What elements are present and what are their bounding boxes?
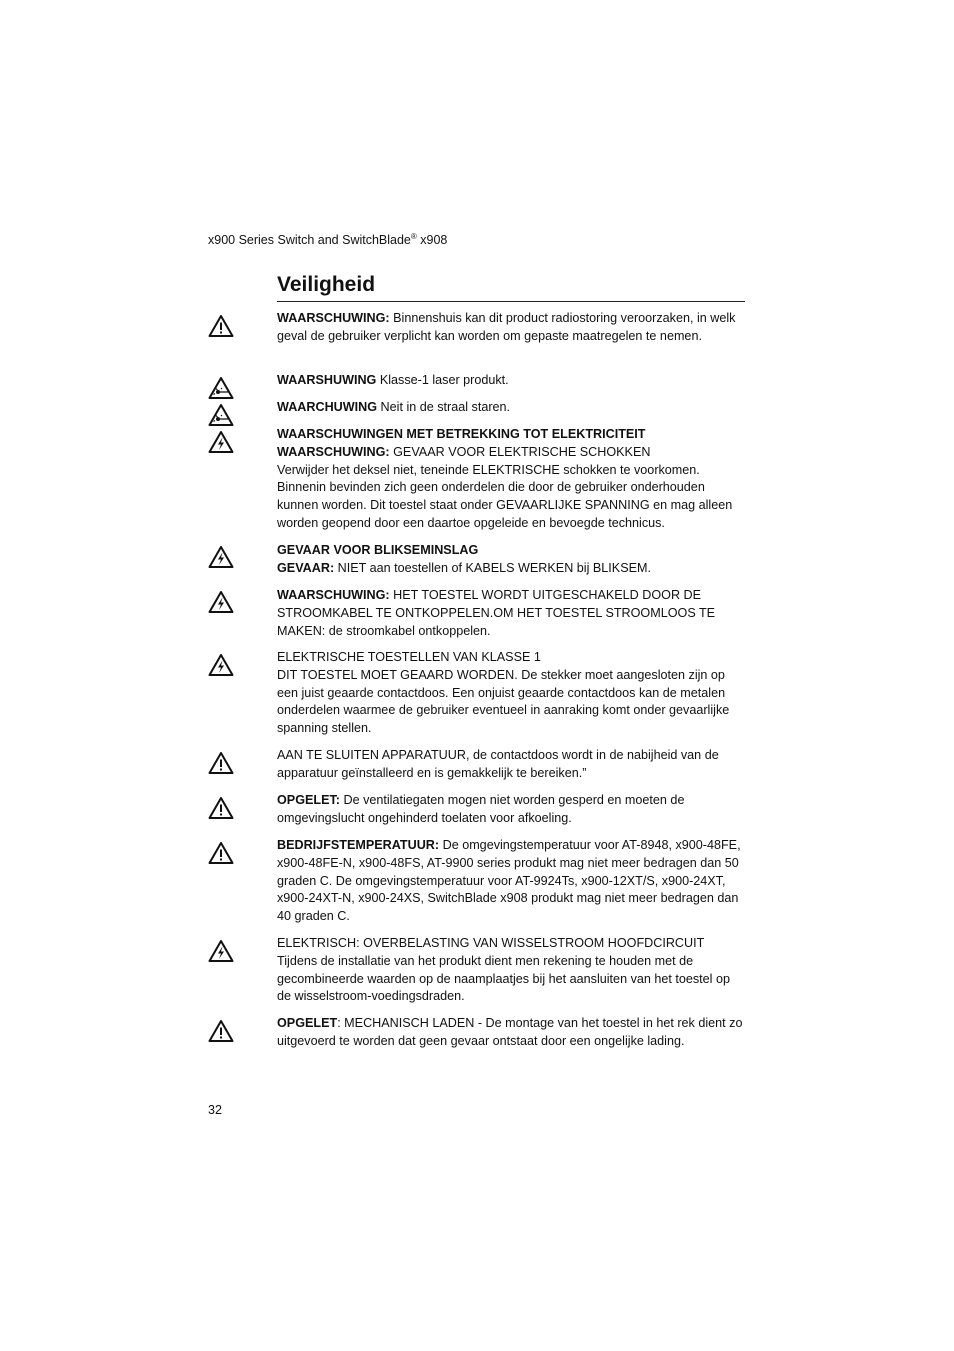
electric-shock-warning-icon (208, 430, 234, 454)
electric-shock-warning-icon (208, 545, 234, 569)
laser-warning-entry (277, 399, 747, 417)
entry-text: Neit in de straal staren. (377, 400, 511, 414)
entry-text: Binnenshuis kan dit product radiostoring veroorzaken, in welk geval de gebruiker verplicht kan worden om gepaste maatregelen te nemen. (277, 311, 736, 343)
warning-triangle-icon (208, 841, 234, 865)
circuit-overload-entry (277, 935, 747, 1006)
header-model: x908 (416, 233, 448, 247)
electric-shock-warning-icon (208, 939, 234, 963)
entry-subheading: WAARSCHUWING: GEVAAR VOOR ELEKTRISCHE SCHOKKEN (277, 444, 651, 459)
running-header (208, 231, 447, 249)
page-title: Veiligheid (277, 271, 745, 302)
entry-body: Verwijder het deksel niet, teneinde ELEKTRISCHE schokken te voorkomen. Binnenin bevinden zich geen onderdelen die door de gebruiker onderhouden kunnen worden. Dit toestel staat onder GEVAARLIJKE SPANNING en mag alleen worden geopend door een daartoe opgeleide en bevoegde technicus. (277, 462, 733, 530)
entry-lead: WAARSCHUWING: (277, 311, 390, 325)
entry-lead: OPGELET: (277, 793, 340, 807)
power-cord-warning-entry (277, 587, 747, 640)
entry-heading: ELEKTRISCHE TOESTELLEN VAN KLASSE 1 (277, 650, 541, 664)
warning-triangle-icon (208, 751, 234, 775)
entry-lead: WAARSHUWING (277, 373, 377, 387)
registered-mark: ® (410, 231, 417, 241)
entry-lead: WAARCHUWING (277, 400, 378, 414)
entry-text: De omgevingstemperatuur voor AT-8948, x900-48FE, x900-48FE-N, x900-48FS, AT-9900 series produkt mag niet meer bedragen dan 50 graden C. De omgevingstemperatuur voor AT-9924Ts, x900-12XT/S, x900-24XT, x900-24XT-N, x900-24XS, SwitchBlade x908 produkt mag niet meer bedragen dan 40 graden C. (277, 838, 741, 924)
header-text: x900 Series Switch and SwitchBlade (208, 233, 411, 247)
laser-warning-entry (277, 372, 747, 390)
mechanical-loading-entry (277, 1015, 747, 1051)
laser-warning-icon (208, 403, 234, 427)
entry-body: Tijdens de installatie van het produkt dient men rekening te houden met de gecombineerde waarden op de naamplaatjes bij het aansluiten van het toestel op de wisselstroom-voedingsdraden. (277, 953, 730, 1004)
entry-heading: WAARSCHUWINGEN MET BETREKKING TOT ELEKTRICITEIT (277, 427, 646, 441)
electric-shock-warning-icon (208, 653, 234, 677)
entry-text: Klasse-1 laser produkt. (376, 373, 509, 387)
entry-text: : MECHANISCH LADEN - De montage van het toestel in het rek dient zo uitgevoerd te worden dat geen gevaar ontstaat door een ongelijke lading. (277, 1016, 743, 1048)
ventilation-caution-entry (277, 792, 747, 828)
entry-text: De ventilatiegaten mogen niet worden gesperd en moeten de omgevingslucht ongehinderd toelaten voor afkoeling. (277, 793, 685, 825)
operating-temperature-entry (277, 837, 747, 926)
entry-body: DIT TOESTEL MOET GEAARD WORDEN. De stekker moet aangesloten zijn op een juist geaarde contactdoos. Een onjuist geaarde contactdoos kan de metalen onderdelen waarmee de gebruiker eventueel in aanraking komt onder gevaarlijke spanning stellen. (277, 667, 730, 736)
entry-body: AAN TE SLUITEN APPARATUUR, de contactdoos wordt in de nabijheid van de apparatuur geïnstalleerd en is gemakkelijk te bereiken.” (277, 748, 719, 780)
entry-text: HET TOESTEL WORDT UITGESCHAKELD DOOR DE STROOMKABEL TE ONTKOPPELEN.OM HET TOESTEL STROOMLOOS TE MAKEN: de stroomkabel ontkoppelen. (277, 588, 716, 638)
entry-heading: GEVAAR VOOR BLIKSEMINSLAG (277, 543, 479, 557)
warning-entry (277, 310, 747, 346)
entry-lead: OPGELET (277, 1016, 338, 1030)
electric-shock-warning-icon (208, 590, 234, 614)
warning-triangle-icon (208, 796, 234, 820)
entry-lead: WAARSCHUWING: (277, 588, 390, 602)
class1-equipment-entry (277, 649, 747, 738)
socket-outlet-entry (277, 747, 747, 783)
electricity-warning-entry (277, 426, 747, 533)
lightning-warning-entry (277, 542, 747, 578)
entry-subheading: GEVAAR: NIET aan toestellen of KABELS WERKEN bij BLIKSEM. (277, 560, 651, 575)
page-number: 32 (208, 1103, 222, 1117)
entry-lead: BEDRIJFSTEMPERATUUR: (277, 838, 440, 852)
laser-warning-icon (208, 376, 234, 400)
entry-heading: ELEKTRISCH: OVERBELASTING VAN WISSELSTROOM HOOFDCIRCUIT (277, 936, 705, 950)
warning-triangle-icon (208, 314, 234, 338)
warning-triangle-icon (208, 1019, 234, 1043)
